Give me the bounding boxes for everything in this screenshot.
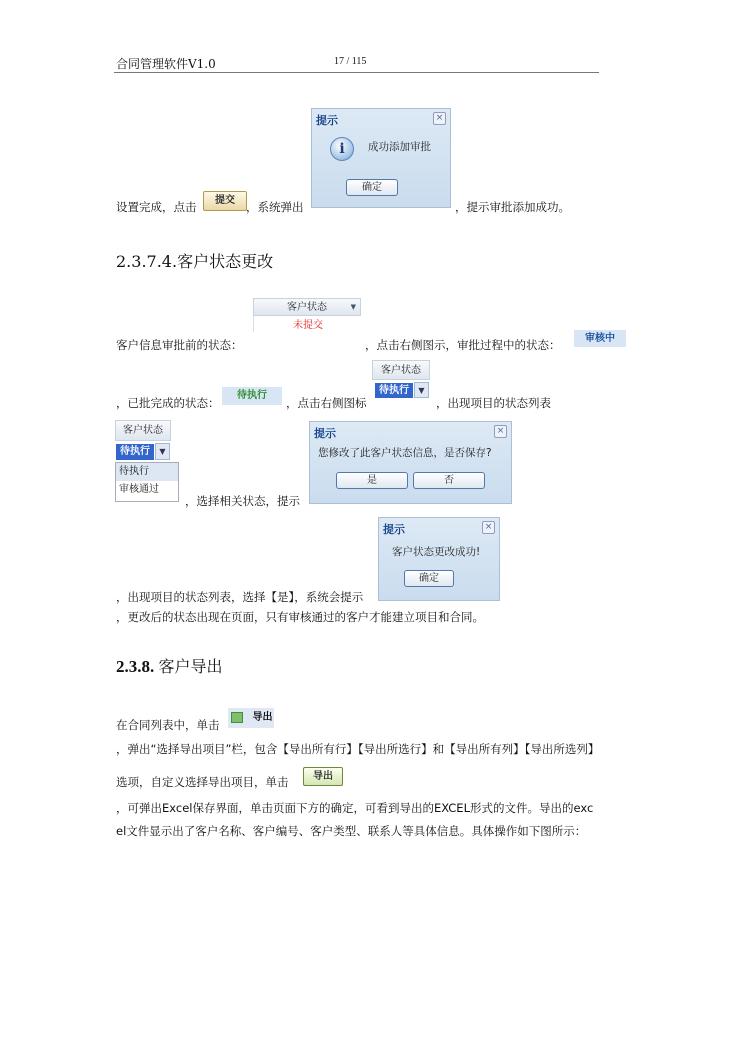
close-icon[interactable]: × [494, 425, 507, 438]
status-line2-after: ，出现项目的状态列表 [436, 396, 551, 410]
chevron-down-icon[interactable]: ▼ [414, 382, 429, 398]
export-button[interactable]: 导出 [303, 767, 343, 786]
dialog-title: 提示 [316, 114, 338, 127]
export-line5: el文件显示出了客户名称、客户编号、客户类型、联系人等具体信息。具体操作如下图所示： [116, 824, 587, 838]
close-icon[interactable]: × [433, 112, 446, 125]
export-line4: ，可弹出Excel保存界面，单击页面下方的确定，可看到导出的EXCEL形式的文件。导出的exc [116, 801, 594, 815]
column-header-label: 客户状态 [287, 302, 327, 313]
export-toolbar-button[interactable] [228, 708, 274, 728]
chevron-down-icon[interactable]: ▼ [350, 303, 356, 311]
dialog-title: 提示 [314, 427, 336, 440]
dialog-success-approval [311, 108, 451, 208]
export-toolbar-label: 导出 [252, 712, 273, 723]
dialog-message: 客户状态更改成功! [392, 546, 481, 558]
status-line3: ，选择相关状态，提示 [185, 494, 300, 508]
status-select-value[interactable]: 待执行 [375, 383, 413, 398]
excel-icon [231, 712, 243, 723]
status-line2-before: ，已批完成的状态： [116, 396, 220, 410]
para1-text-after: ，提示审批添加成功。 [455, 200, 570, 214]
chevron-down-icon[interactable]: ▼ [155, 443, 170, 460]
status-line2-middle: ，点击右侧图标 [286, 396, 367, 410]
info-icon: i [330, 137, 354, 161]
status-pending-badge: 待执行 [222, 387, 282, 405]
status-line5: ，更改后的状态出现在页面，只有审核通过的客户才能建立项目和合同。 [116, 610, 484, 624]
dialog-message: 成功添加审批 [368, 141, 431, 153]
no-button[interactable]: 否 [413, 472, 485, 489]
status-line1-before: 客户信息审批前的状态： [116, 338, 243, 352]
header-divider [114, 72, 599, 73]
customer-status-header-dropdown: 客户状态 [115, 420, 171, 441]
status-line4: ，出现项目的状态列表，选择【是】，系统会提示 [116, 590, 364, 604]
export-line2: ，弹出“选择导出项目”栏，包含【导出所有行】【导出所选行】和【导出所有列】【导出所选列】 [116, 742, 600, 756]
section-heading-2374: 2.3.7.4.客户状态更改 [116, 252, 274, 271]
customer-status-header-small: 客户状态 [372, 360, 430, 380]
dialog-title: 提示 [383, 523, 405, 536]
close-icon[interactable]: × [482, 521, 495, 534]
ok-button[interactable]: 确定 [404, 570, 454, 587]
para1-text-middle: ，系统弹出 [246, 200, 304, 214]
status-line1-middle: ，点击右侧图示，审批过程中的状态： [365, 338, 561, 352]
document-title: 合同管理软件V1.0 [116, 57, 216, 71]
dialog-confirm-save [309, 421, 512, 504]
dialog-status-changed [378, 517, 500, 601]
ok-button[interactable]: 确定 [346, 179, 398, 196]
dropdown-option[interactable]: 待执行 [116, 463, 178, 481]
dropdown-option[interactable]: 审核通过 [119, 484, 159, 495]
dropdown-selected-value[interactable]: 待执行 [116, 444, 154, 460]
section-number: 2.3.8. [116, 657, 155, 676]
yes-button[interactable]: 是 [336, 472, 408, 489]
section-heading-238 [116, 654, 223, 677]
submit-button[interactable]: 提交 [203, 191, 247, 211]
page-number: 17 / 115 [334, 56, 367, 67]
section-title: 客户导出 [158, 657, 223, 676]
dialog-message: 您修改了此客户状态信息，是否保存? [318, 447, 492, 459]
status-dropdown-list [115, 462, 179, 502]
status-unsubmitted: 未提交 [253, 316, 362, 332]
para1-text-before: 设置完成，点击 [116, 200, 197, 214]
status-in-review-badge: 审核中 [574, 330, 626, 347]
export-line1: 在合同列表中，单击 [116, 718, 220, 732]
customer-status-column-header[interactable] [253, 298, 361, 316]
export-line3: 选项，自定义选择导出项目，单击 [116, 775, 289, 789]
